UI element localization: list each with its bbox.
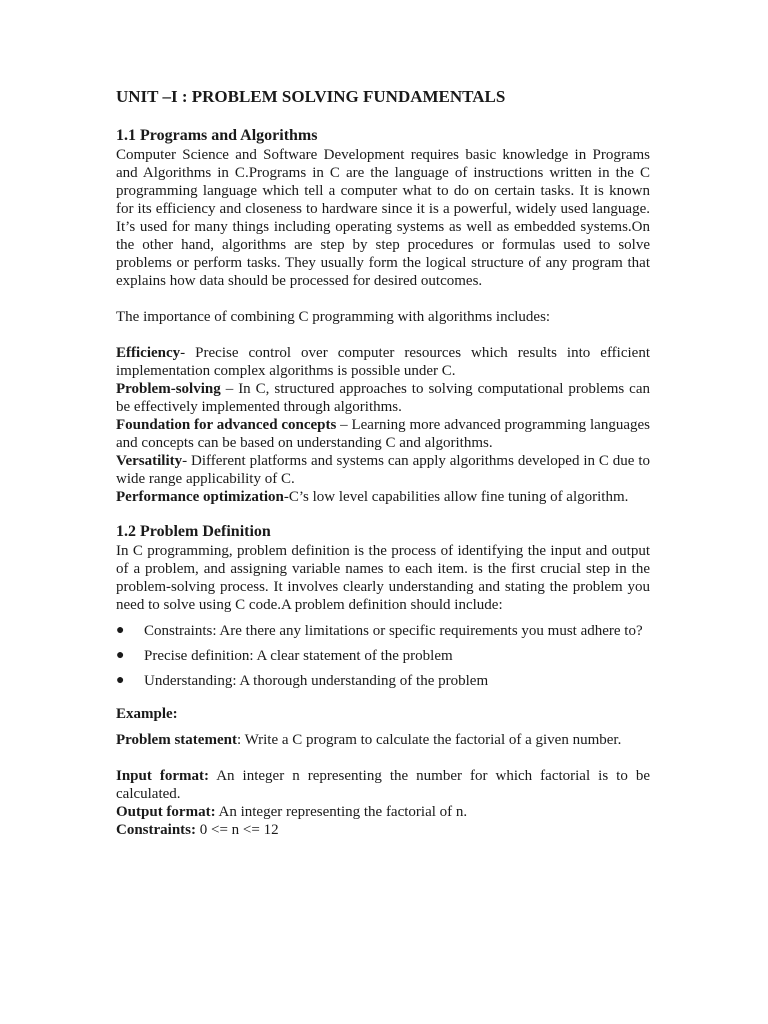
section-1-intro: Computer Science and Software Development requires basic knowledge in Programs and Algorithms in C.Programs in C are the language of instructions written in the C programming language which tell a computer what to do on certain tasks. It is known for its efficiency and closeness to hardware since it is a powerful, widely used language. It’s used for many things including operating systems as well as embedded systems.On the other hand, algorithms are step by step procedures or formulas used to solve problems or perform tasks. They usually form the logical structure of any program that explains how data should be processed for desired outcomes.: [116, 147, 650, 289]
point-text: – In C, structured approaches to solving computational problems can be effectively implemented through algorithms.: [116, 381, 650, 415]
bullet-icon: ●: [116, 623, 125, 638]
list-item: [116, 672, 650, 690]
point-term: Problem-solving: [116, 381, 221, 397]
document-page: [116, 86, 650, 839]
bullet-list: [116, 622, 650, 690]
unit-title: UNIT –I : PROBLEM SOLVING FUNDAMENTALS: [116, 87, 506, 106]
point-term: Performance optimization: [116, 489, 284, 505]
point-text: - Precise control over computer resources which results into efficient implementation complex algorithms is possible under C.: [116, 345, 650, 379]
problem-label: Problem statement: [116, 732, 237, 748]
point-term: Foundation for advanced concepts: [116, 417, 337, 433]
list-item-text: Precise definition: A clear statement of the problem: [144, 648, 453, 664]
point-foundation: [116, 416, 650, 452]
output-label: Output format:: [116, 804, 216, 820]
constraints: [116, 821, 650, 839]
input-format: [116, 767, 650, 803]
point-text: – Learning more advanced programming languages and concepts can be based on understanding C and algorithms.: [116, 417, 650, 451]
output-format: [116, 803, 650, 821]
output-text: An integer representing the factorial of n.: [215, 804, 468, 820]
problem-text: : Write a C program to calculate the factorial of a given number.: [236, 732, 622, 748]
list-item-text: Understanding: A thorough understanding of the problem: [144, 673, 489, 689]
point-text: - Different platforms and systems can apply algorithms developed in C due to wide range applicability of C.: [116, 453, 650, 487]
problem-statement: [116, 731, 650, 749]
point-problem-solving: [116, 380, 650, 416]
section-2-heading: 1.2 Problem Definition: [116, 523, 271, 540]
list-item: [116, 647, 650, 665]
importance-statement: The importance of combining C programming with algorithms includes:: [116, 309, 551, 325]
constraints-label: Constraints:: [116, 822, 197, 838]
point-performance: [116, 488, 650, 506]
section-1-heading: 1.1 Programs and Algorithms: [116, 127, 318, 144]
constraints-text: 0 <= n <= 12: [196, 822, 279, 838]
list-item: [116, 622, 650, 640]
section-2-intro: In C programming, problem definition is the process of identifying the input and output of a problem, and assigning variable names to each item. is the first crucial step in the problem-solving process. It involves clearly understanding and stating the problem you need to solve using C code.A problem definition should include:: [116, 543, 650, 613]
input-label: Input format:: [116, 768, 210, 784]
bullet-icon: ●: [116, 673, 125, 688]
point-efficiency: [116, 344, 650, 380]
point-text: -C’s low level capabilities allow fine tuning of algorithm.: [283, 489, 629, 505]
point-term: Efficiency: [116, 345, 181, 361]
input-text: An integer n representing the number for which factorial is to be calculated.: [116, 768, 650, 802]
list-item-text: Constraints: Are there any limitations or specific requirements you must adhere to?: [144, 623, 643, 639]
point-term: Versatility: [116, 453, 183, 469]
example-label: Example:: [116, 706, 178, 722]
point-versatility: [116, 452, 650, 488]
bullet-icon: ●: [116, 648, 125, 663]
